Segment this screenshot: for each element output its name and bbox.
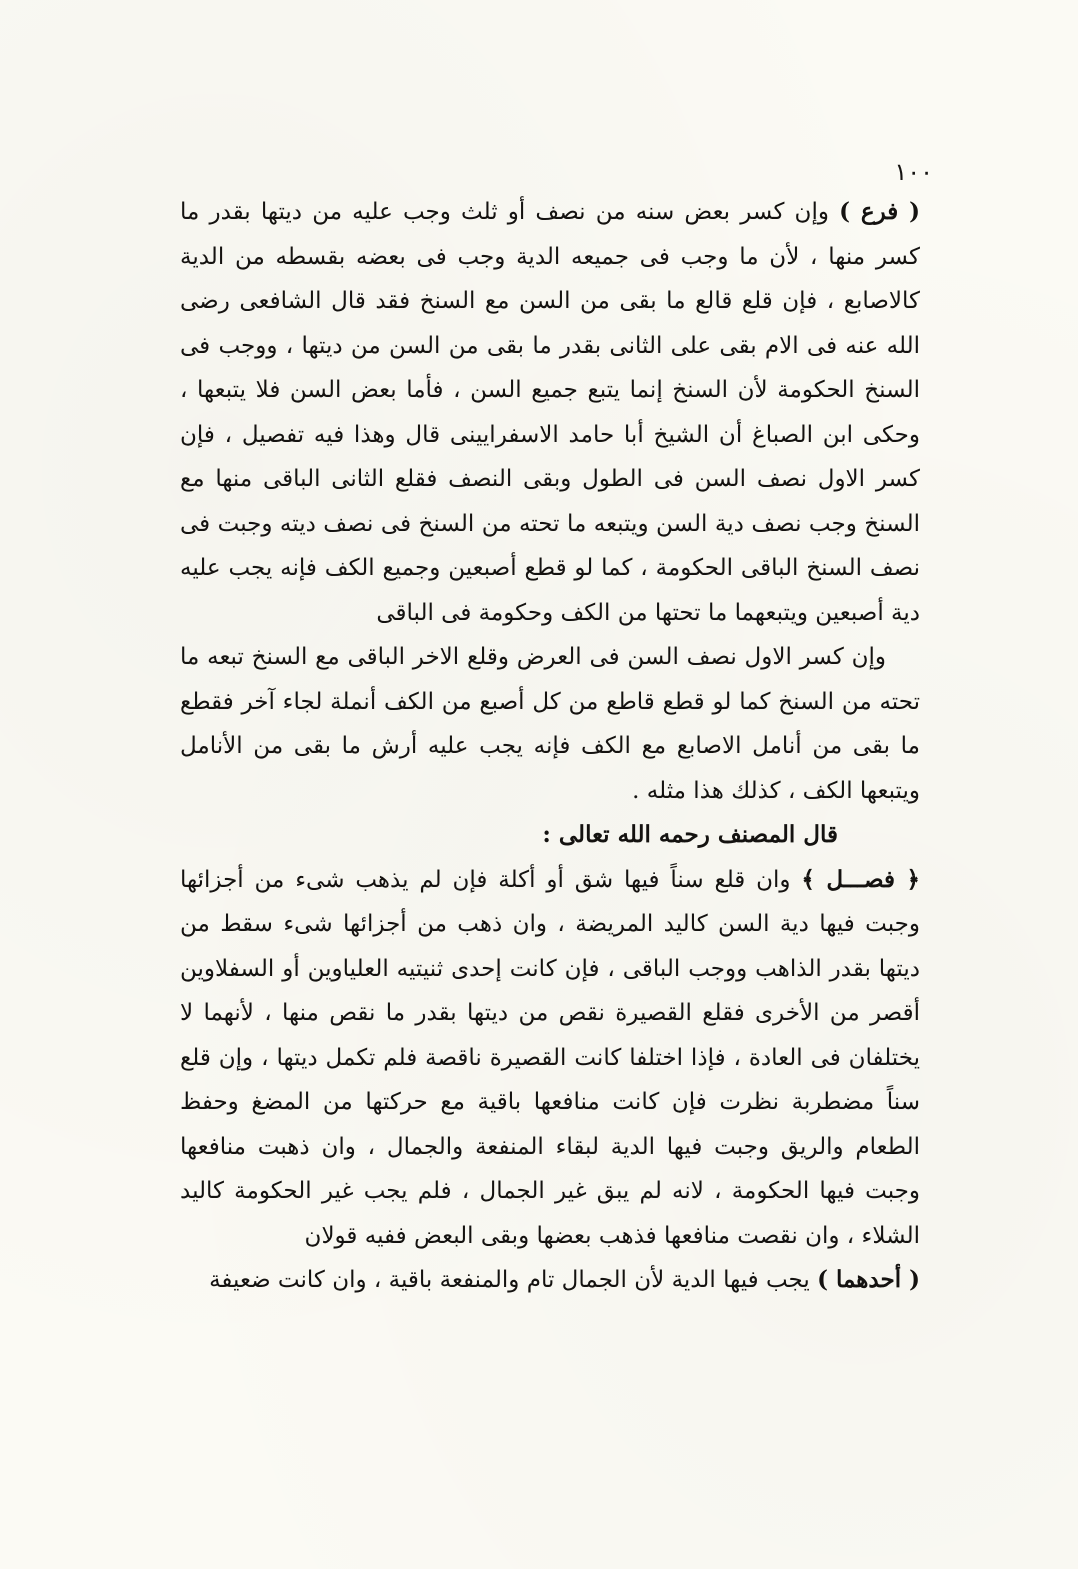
section-text: وان قلع سناً فيها شق أو أكلة فإن لم يذهب شىء من أجزائها وجبت فيها دية السن كاليد المريضة ، وان ذهب من أجزائها شىء سقط من ديتها بقدر الذاهب ووجب الباقى ، فإن كانت إحدى ثنيتيه العلياوين أو السفلاوين أقصر من الأخرى فقلع القصيرة نقص من ديتها بقدر ما نقص منها ، لأنهما لا يختلفان فى العادة ، فإذا اختلفا كانت القصيرة ناقصة فلم تكمل ديتها ، وإن قلع سناً مضطربة نظرت فإن كانت منافعها باقية مع حركتها من المضغ وحفظ الطعام والريق وجبت فيها الدية لبقاء المنفعة والجمال ، وان ذهبت منافعها وجبت فيها الحكومة ، لانه لم يبق غير الجمال ، فلم يجب غير الحكومة كاليد الشلاء ، وان نقصت منافعها فذهب بعضها وبقى البعض ففيه قولان [180,866,920,1249]
section-paragraph [180,858,920,1259]
page-number: ١٠٠ [894,158,933,186]
paragraph-text: وإن كسر بعض سنه من نصف أو ثلث وجب عليه من ديتها بقدر ما كسر منها ، لأن ما وجب فى جميعه الدية وجب فى بعضه بقسطه من الدية كالاصابع ، فإن قلع قالع ما بقى من السن مع السنخ فقد قال الشافعى رضى الله عنه فى الام بقى على الثانى بقدر ما بقى من السن من ديتها ، ووجب فى السنخ الحكومة لأن السنخ إنما يتبع جميع السن ، فأما بعض السن فلا يتبعها ، وحكى ابن الصباغ أن الشيخ أبا حامد الاسفرايينى قال وهذا فيه تفصيل ، فإن كسر الاول نصف السن فى الطول وبقى النصف فقلع الثانى الباقى منها مع السنخ وجب نصف دية السن ويتبعه ما تحته من السنخ فى نصف ديته وجبت فى نصف السنخ الباقى الحكومة ، كما لو قطع أصبعين وجميع الكف فإنه يجب عليه دية أصبعين ويتبعهما ما تحتها من الكف وحكومة فى الباقى [180,199,920,626]
last-paragraph-tag: ( أحدهما ) [817,1266,920,1293]
paragraph-far [180,190,920,635]
paragraph-text: وإن كسر الاول نصف السن فى العرض وقلع الاخر الباقى مع السنخ تبعه ما تحته من السنخ كما لو قطع قاطع من كل أصبع من الكف أنملة لجاء آخر فقطع ما بقى من أنامل الاصابع مع الكف فإنه يجب عليه أرش ما بقى من الأنامل ويتبعها الكف ، كذلك هذا مثله . [180,644,920,804]
author-heading: قال المصنف رحمه الله تعالى : [542,821,838,848]
section-tag: ﴿ فصـــل ﴾ [801,865,920,893]
main-text [180,190,920,1303]
last-paragraph-text: يجب فيها الدية لأن الجمال تام والمنفعة باقية ، وان كانت ضعيفة [209,1267,810,1293]
paragraph-second [180,635,920,813]
paragraph-tag: ( فرع ) [839,198,920,225]
last-paragraph [180,1258,920,1303]
